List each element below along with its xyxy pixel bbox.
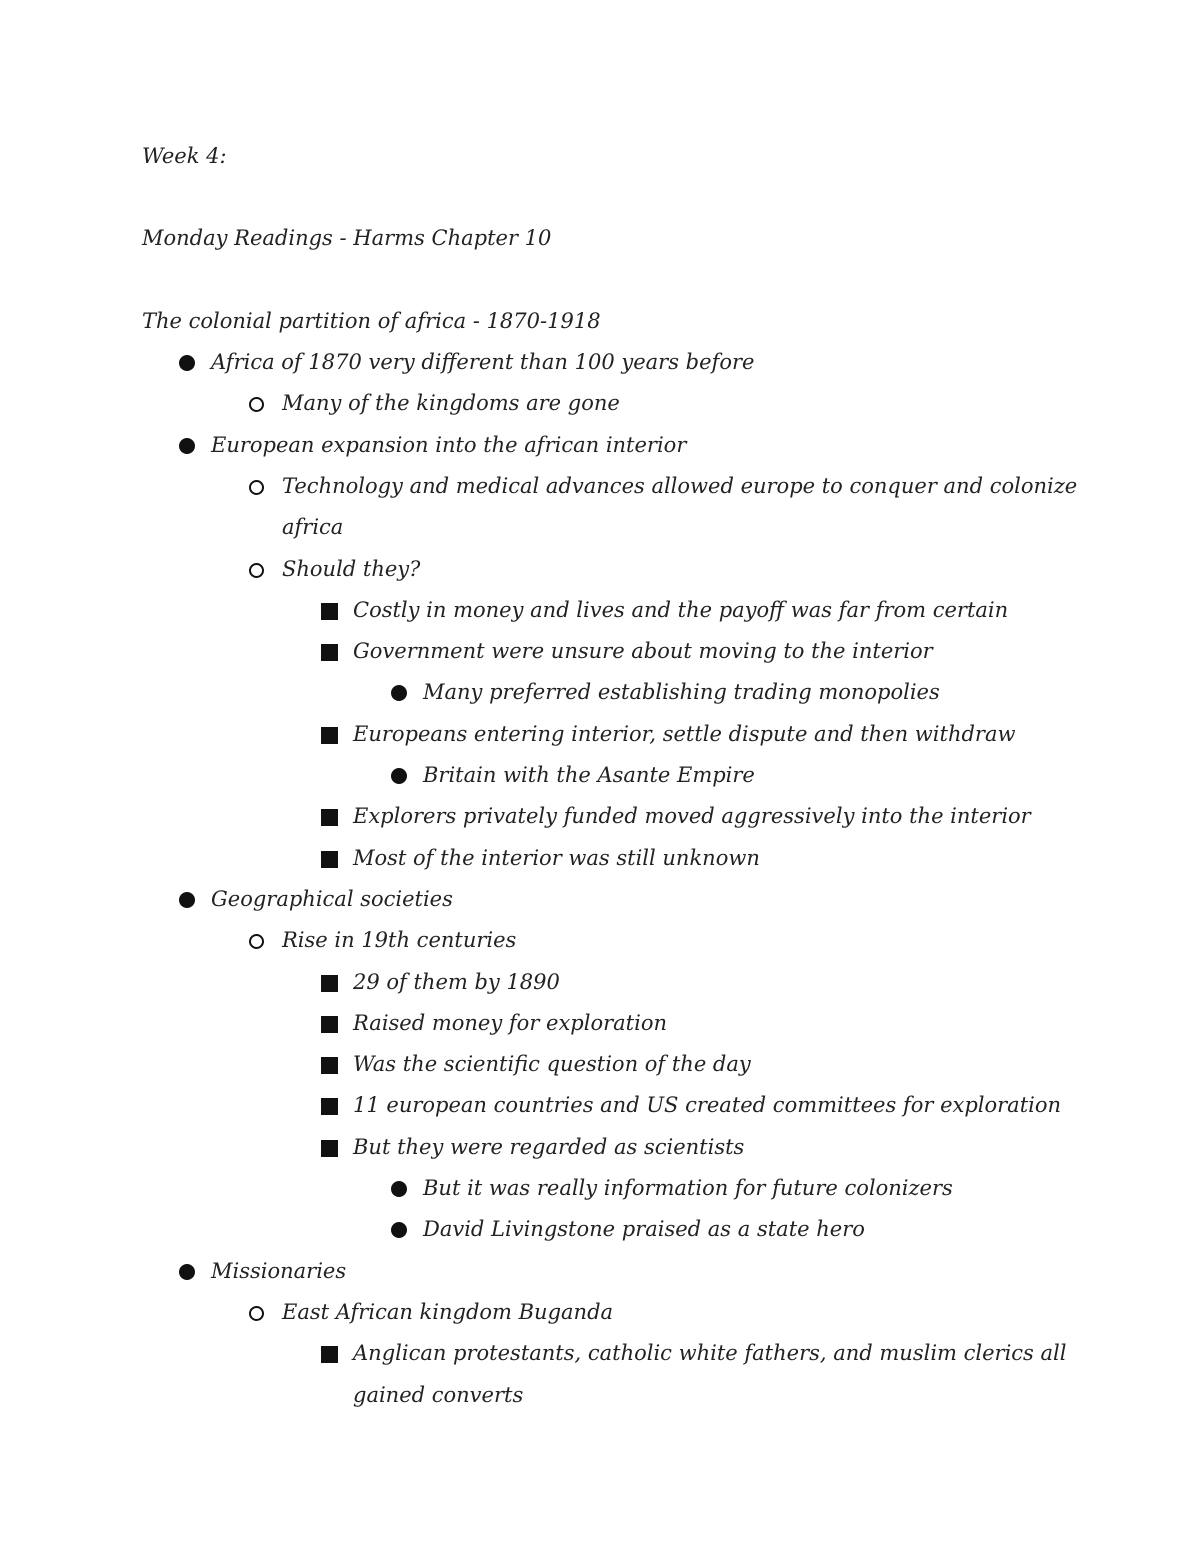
section-title: The colonial partition of africa - 1870-1918 bbox=[142, 309, 601, 333]
square-bullet-icon bbox=[321, 1346, 338, 1363]
outline-item-text: Costly in money and lives and the payoff was far from certain bbox=[353, 598, 1009, 622]
outline-item-text: 11 european countries and US created committees for exploration bbox=[353, 1093, 1062, 1117]
circle-bullet-icon bbox=[249, 563, 264, 578]
week-heading: Week 4: bbox=[142, 144, 227, 168]
outline-item-text: Explorers privately funded moved aggressively into the interior bbox=[353, 804, 1031, 828]
disc-bullet-icon bbox=[179, 438, 195, 454]
outline-item-text: David Livingstone praised as a state hero bbox=[423, 1217, 865, 1241]
outline-item-text: East African kingdom Buganda bbox=[282, 1300, 614, 1324]
circle-bullet-icon bbox=[249, 397, 264, 412]
disc-bullet-icon bbox=[179, 892, 195, 908]
disc-bullet-icon bbox=[391, 685, 407, 701]
outline-item-text: Many preferred establishing trading monopolies bbox=[423, 680, 940, 704]
outline-item-text: Africa of 1870 very different than 100 years before bbox=[211, 350, 755, 374]
circle-bullet-icon bbox=[249, 480, 264, 495]
outline-item-text: Government were unsure about moving to the interior bbox=[353, 639, 933, 663]
outline-item-text: 29 of them by 1890 bbox=[353, 970, 560, 994]
square-bullet-icon bbox=[321, 1057, 338, 1074]
outline-item-text: Anglican protestants, catholic white fathers, and muslim clerics all bbox=[353, 1341, 1067, 1365]
outline-item-text: Most of the interior was still unknown bbox=[353, 846, 760, 870]
outline-item-text: Missionaries bbox=[211, 1259, 347, 1283]
square-bullet-icon bbox=[321, 1016, 338, 1033]
outline-item-text: Geographical societies bbox=[211, 887, 453, 911]
outline-item-text: Technology and medical advances allowed europe to conquer and colonize bbox=[282, 474, 1078, 498]
readings-heading: Monday Readings - Harms Chapter 10 bbox=[142, 226, 552, 250]
square-bullet-icon bbox=[321, 603, 338, 620]
outline-item-text: africa bbox=[282, 515, 344, 539]
square-bullet-icon bbox=[321, 809, 338, 826]
disc-bullet-icon bbox=[391, 1222, 407, 1238]
outline-item-text: But it was really information for future colonizers bbox=[423, 1176, 953, 1200]
outline-item-text: Should they? bbox=[282, 557, 421, 581]
outline-item-text: Was the scientific question of the day bbox=[353, 1052, 751, 1076]
outline-item-text: Rise in 19th centuries bbox=[282, 928, 517, 952]
square-bullet-icon bbox=[321, 975, 338, 992]
outline-item-text: gained converts bbox=[353, 1383, 524, 1407]
outline-item-text: European expansion into the african interior bbox=[211, 433, 687, 457]
square-bullet-icon bbox=[321, 644, 338, 661]
outline-item-text: Raised money for exploration bbox=[353, 1011, 667, 1035]
disc-bullet-icon bbox=[179, 355, 195, 371]
square-bullet-icon bbox=[321, 1098, 338, 1115]
outline-item-text: But they were regarded as scientists bbox=[353, 1135, 745, 1159]
circle-bullet-icon bbox=[249, 1306, 264, 1321]
disc-bullet-icon bbox=[391, 768, 407, 784]
disc-bullet-icon bbox=[179, 1264, 195, 1280]
circle-bullet-icon bbox=[249, 934, 264, 949]
outline-item-text: Many of the kingdoms are gone bbox=[282, 391, 620, 415]
outline-item-text: Europeans entering interior, settle dispute and then withdraw bbox=[353, 722, 1016, 746]
outline-item-text: Britain with the Asante Empire bbox=[423, 763, 755, 787]
square-bullet-icon bbox=[321, 851, 338, 868]
disc-bullet-icon bbox=[391, 1181, 407, 1197]
square-bullet-icon bbox=[321, 727, 338, 744]
square-bullet-icon bbox=[321, 1140, 338, 1157]
